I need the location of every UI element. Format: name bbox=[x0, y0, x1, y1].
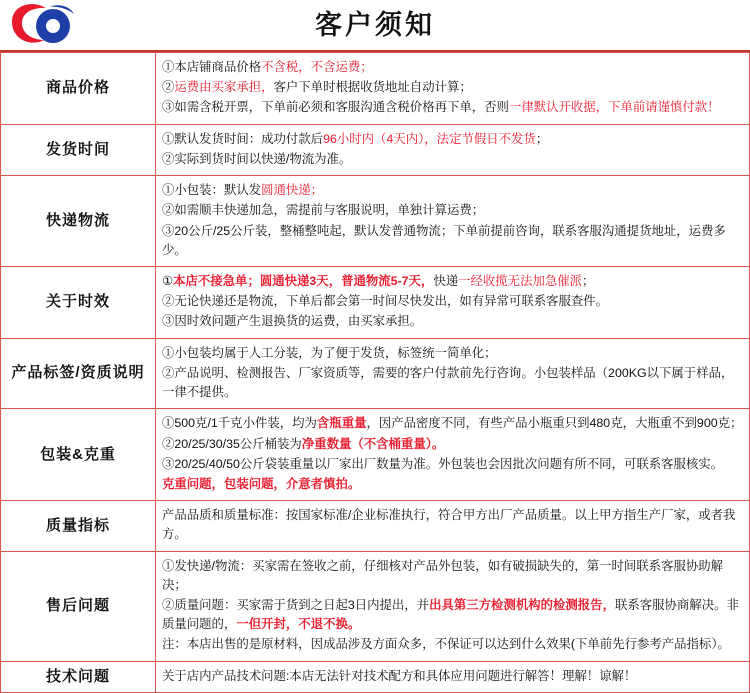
notice-text-segment: ，因产品密度不同，有些产品小瓶重只到480克，大瓶重不到900克； bbox=[366, 416, 743, 431]
notice-row-content bbox=[156, 53, 750, 125]
notice-text-segment: ； bbox=[582, 273, 595, 288]
notice-text-segment: ③因时效问题产生退换货的运费，由买家承担。 bbox=[162, 314, 423, 329]
notice-text-segment: ①小包装：默认发 bbox=[162, 183, 262, 198]
notice-line bbox=[162, 667, 743, 686]
notice-line bbox=[162, 596, 743, 634]
notice-line bbox=[162, 414, 743, 433]
notice-text-segment: 本店不接急单；圆通快递3天，普通物流5-7天， bbox=[173, 273, 434, 288]
notice-line bbox=[162, 78, 743, 97]
notice-line bbox=[162, 181, 743, 200]
notice-text-segment: ②20/25/30/35公斤桶装为 bbox=[162, 436, 302, 451]
notice-text-segment: ③20/25/40/50公斤袋装重量以厂家出厂数量为准。外包装也会因批次问题有所不同，可联系客服核实。 bbox=[162, 456, 724, 471]
notice-text-segment: ②实际到货时间以快递/物流为准。 bbox=[162, 151, 352, 166]
notice-line bbox=[162, 150, 743, 169]
notice-row bbox=[1, 266, 750, 338]
notice-text-segment: 产品品质和质量标准：按国家标准/企业标准执行，符合甲方出厂产品质量。以上甲方指生产厂家，或者我方。 bbox=[162, 508, 736, 542]
notice-row-content bbox=[156, 501, 750, 551]
notice-row-content bbox=[156, 661, 750, 692]
notice-text-segment: ①默认发货时间：成功付款后 bbox=[162, 131, 324, 146]
notice-text-segment: 不含税，不含运费； bbox=[261, 60, 373, 74]
notice-row bbox=[1, 501, 750, 551]
notice-row-label: 售后问题 bbox=[1, 551, 156, 661]
notice-text-segment: ②如需顺丰快递加急，需提前与客服说明，单独计算运费； bbox=[162, 203, 485, 218]
notice-line bbox=[162, 98, 743, 117]
notice-row bbox=[1, 338, 750, 409]
notice-row-label: 发货时间 bbox=[1, 124, 156, 175]
notice-text-segment: ②产品说明、检测报告、厂家资质等，需要的客户付款前先行咨询。小包装样品（200KG以下属于样品，一律不提供。 bbox=[162, 365, 734, 400]
notice-text-segment: 客户下单时根据收货地址自动计算； bbox=[273, 80, 472, 95]
notice-row-label: 产品标签/资质说明 bbox=[1, 338, 156, 409]
notice-line bbox=[162, 475, 743, 494]
notice-line bbox=[162, 222, 743, 260]
notice-text-segment: 运费由买家承担， bbox=[174, 80, 274, 95]
notice-line bbox=[162, 312, 743, 331]
notice-line bbox=[162, 130, 743, 149]
notice-row-label: 关于时效 bbox=[1, 266, 156, 338]
brand-logo-icon bbox=[6, 2, 82, 48]
notice-text-segment: 含瓶重量 bbox=[316, 416, 367, 431]
notice-line bbox=[162, 506, 743, 544]
notice-line bbox=[162, 58, 743, 77]
notice-text-segment: ③如需含税开票，下单前必须和客服沟通含税价格再下单，否则 bbox=[162, 100, 509, 115]
notice-line bbox=[162, 201, 743, 220]
notice-text-segment: 关于店内产品技术问题:本店无法针对技术配方和具体应用问题进行解答！理解！谅解！ bbox=[162, 668, 637, 683]
notice-row bbox=[1, 53, 750, 125]
notice-row-content bbox=[156, 551, 750, 661]
notice-line bbox=[162, 635, 743, 654]
notice-text-segment: 一经收揽无法加急催派 bbox=[458, 273, 583, 288]
notice-row-content bbox=[156, 409, 750, 501]
notice-row-content bbox=[156, 338, 750, 409]
notice-row-label: 商品价格 bbox=[1, 53, 156, 125]
notice-text-segment: 一律默认开收据，下单前请谨慎付款！ bbox=[508, 100, 720, 115]
notice-row-label: 质量指标 bbox=[1, 501, 156, 551]
notice-row-content bbox=[156, 124, 750, 175]
page-header bbox=[0, 0, 750, 52]
notice-text-segment: ； bbox=[535, 131, 549, 146]
notice-text-segment: 净重数量（不含桶重量）。 bbox=[301, 436, 445, 451]
notice-text-segment: ① bbox=[162, 273, 174, 288]
notice-row-content bbox=[156, 266, 750, 338]
notice-text-segment: ①本店铺商品价格 bbox=[162, 60, 262, 74]
notice-line bbox=[162, 272, 743, 291]
notice-row bbox=[1, 661, 750, 692]
notice-line bbox=[162, 364, 743, 402]
notice-line bbox=[162, 557, 743, 595]
notice-line bbox=[162, 435, 743, 454]
notice-row bbox=[1, 176, 750, 267]
notice-table bbox=[0, 52, 750, 693]
notice-text-segment: 快递 bbox=[433, 273, 459, 288]
notice-row-label: 包装&克重 bbox=[1, 409, 156, 501]
notice-text-segment: 圆通快递； bbox=[261, 183, 324, 198]
page-title: 客户须知 bbox=[315, 10, 435, 40]
notice-row bbox=[1, 551, 750, 661]
notice-text-segment: 克重问题，包装问题，介意者慎拍。 bbox=[162, 476, 361, 491]
notice-text-segment: ①发快递/物流：买家需在签收之前，仔细核对产品外包装，如有破损缺失的，第一时间联系客服协助解决； bbox=[162, 558, 724, 592]
notice-row-content bbox=[156, 176, 750, 267]
notice-text-segment: ②无论快递还是物流，下单后都会第一时间尽快发出，如有异常可联系客服查件。 bbox=[162, 294, 609, 309]
notice-text-segment: 出具第三方检测机构的检测报告， bbox=[429, 598, 615, 613]
notice-line bbox=[162, 292, 743, 311]
notice-text-segment: 注：本店出售的是原材料，因成品涉及方面众多，不保证可以达到什么效果(下单前先行参考产品指标）。 bbox=[162, 637, 730, 652]
notice-text-segment: 96小时内（4天内），法定节假日不发货 bbox=[323, 131, 536, 146]
notice-text-segment: ③20公斤/25公斤装，整桶整吨起，默认发普通物流；下单前提前咨询，联系客服沟通提货地址，运费多少。 bbox=[162, 223, 726, 257]
notice-row-label: 快递物流 bbox=[1, 176, 156, 267]
notice-row bbox=[1, 124, 750, 175]
notice-row bbox=[1, 409, 750, 501]
notice-text-segment: ②质量问题：买家需于货到之日起3日内提出，并 bbox=[162, 598, 430, 613]
notice-row-label: 技术问题 bbox=[1, 661, 156, 692]
notice-text-segment: 一但开封，不退不换。 bbox=[236, 617, 361, 632]
notice-text-segment: 联系客服协商解决。非质量问题的， bbox=[162, 598, 739, 632]
notice-line bbox=[162, 344, 743, 363]
notice-text-segment: ② bbox=[162, 80, 175, 95]
notice-line bbox=[162, 455, 743, 474]
notice-text-segment: ①500克/1千克小件装，均为 bbox=[162, 416, 317, 431]
notice-text-segment: ①小包装均属于人工分装，为了便于发货，标签统一简单化； bbox=[162, 345, 497, 360]
notice-table-body bbox=[1, 53, 750, 693]
